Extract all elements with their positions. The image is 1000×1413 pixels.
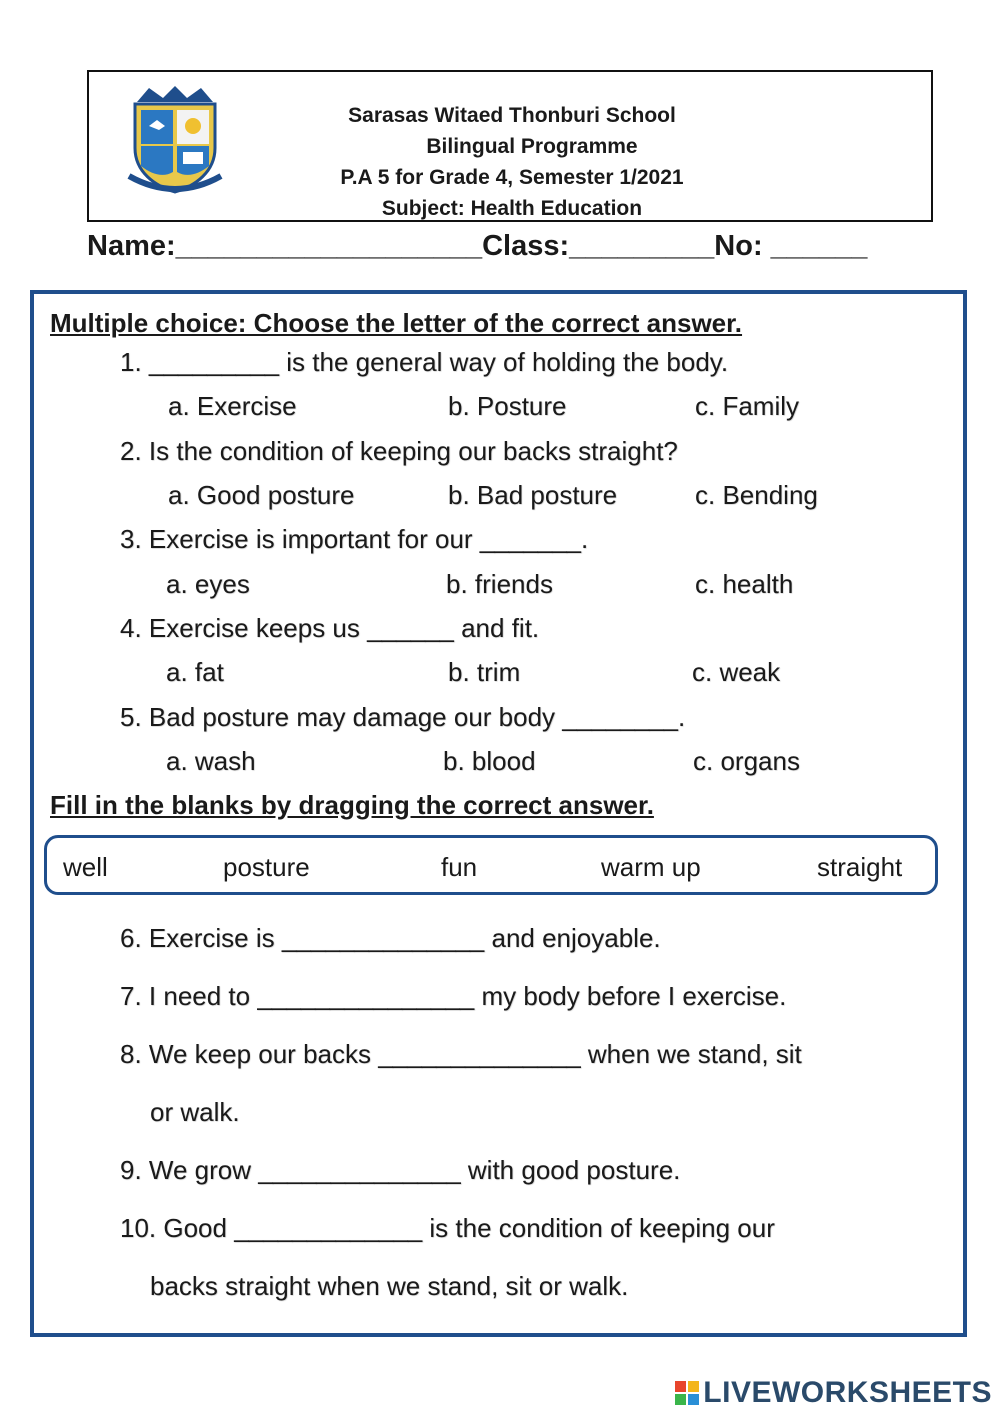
school-name: Sarasas Witaed Thonburi School [348, 104, 676, 127]
q4-option-b[interactable]: b. trim [448, 657, 521, 687]
fill-question-8[interactable]: 8. We keep our backs ______________ when we stand, sit [120, 1039, 802, 1069]
word-bank-item[interactable]: posture [223, 852, 310, 882]
fill-question-7[interactable]: 7. I need to _______________ my body before I exercise. [120, 981, 787, 1011]
q4-option-a[interactable]: a. fat [166, 657, 224, 687]
q4-option-c[interactable]: c. weak [692, 657, 781, 687]
fill-question-10-continued: backs straight when we stand, sit or walk. [150, 1271, 629, 1301]
q3-option-c[interactable]: c. health [695, 569, 794, 599]
question-3: 3. Exercise is important for our _______. [120, 524, 589, 554]
assessment-title: P.A 5 for Grade 4, Semester 1/2021 [340, 166, 684, 189]
q1-option-b[interactable]: b. Posture [448, 391, 567, 421]
fill-question-8-continued: or walk. [150, 1097, 240, 1127]
question-2: 2. Is the condition of keeping our backs straight? [120, 436, 678, 466]
fill-blanks-title: Fill in the blanks by dragging the correct answer. [50, 790, 654, 820]
question-4: 4. Exercise keeps us ______ and fit. [120, 613, 540, 643]
multiple-choice-title: Multiple choice: Choose the letter of the correct answer. [50, 308, 743, 338]
question-5: 5. Bad posture may damage our body ________. [120, 702, 686, 732]
word-bank-item[interactable]: warm up [601, 852, 701, 882]
word-bank-item[interactable]: straight [817, 852, 903, 882]
q5-option-b[interactable]: b. blood [443, 746, 536, 776]
q3-option-a[interactable]: a. eyes [166, 569, 250, 599]
fill-question-9[interactable]: 9. We grow ______________ with good posture. [120, 1155, 681, 1185]
liveworksheets-logo [675, 1376, 992, 1410]
q5-option-a[interactable]: a. wash [166, 746, 256, 776]
q5-option-c[interactable]: c. organs [693, 746, 800, 776]
q2-option-c[interactable]: c. Bending [695, 480, 818, 510]
q1-option-c[interactable]: c. Family [695, 391, 799, 421]
q1-option-a[interactable]: a. Exercise [168, 391, 297, 421]
word-bank-item[interactable]: fun [441, 852, 478, 882]
q2-option-b[interactable]: b. Bad posture [448, 480, 618, 510]
q3-option-b[interactable]: b. friends [446, 569, 553, 599]
word-bank-item[interactable]: well [63, 852, 108, 882]
programme-name: Bilingual Programme [426, 135, 638, 158]
fill-question-10[interactable]: 10. Good _____________ is the condition of keeping our [120, 1213, 775, 1243]
student-info-row[interactable]: Name:___________________Class:_________No: ______ [87, 230, 868, 262]
word-bank [44, 835, 938, 895]
q2-option-a[interactable]: a. Good posture [168, 480, 355, 510]
liveworksheets-mark-icon [675, 1381, 699, 1405]
brand-name: LIVEWORKSHEETS [703, 1376, 992, 1409]
question-1: 1. _________ is the general way of holding the body. [120, 347, 729, 377]
fill-question-6[interactable]: 6. Exercise is ______________ and enjoyable. [120, 923, 661, 953]
header-box [87, 70, 933, 222]
subject-title: Subject: Health Education [381, 197, 643, 220]
